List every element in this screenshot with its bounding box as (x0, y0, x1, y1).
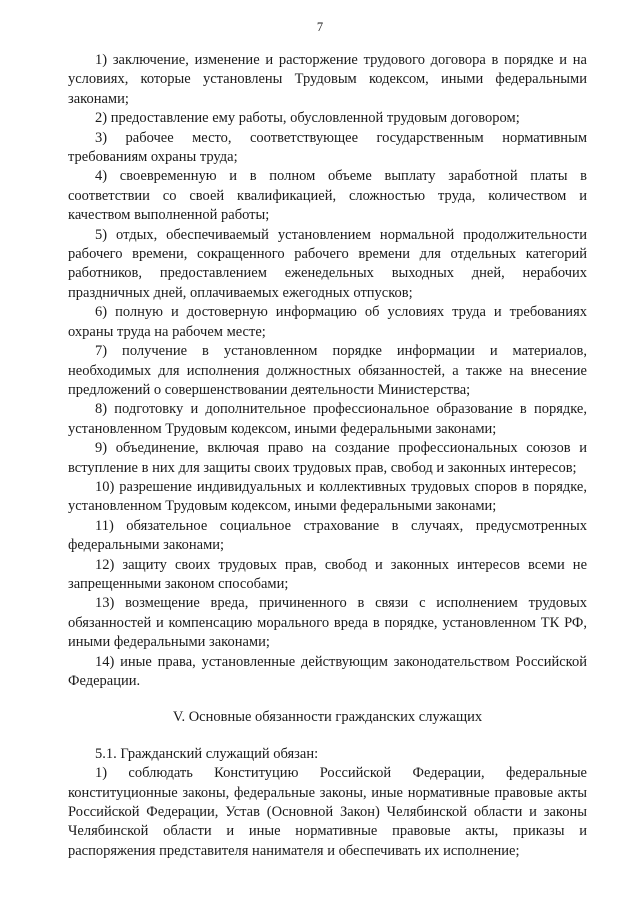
duties-list (68, 745, 587, 861)
rights-item-14: 14) иные права, установленные действующим законодательством Российской Федерации. (68, 653, 587, 689)
rights-item-10: 10) разрешение индивидуальных и коллективных трудовых споров в порядке, установленном Трудовым кодексом, иными федеральными законами; (68, 478, 587, 515)
duties-intro: 5.1. Гражданский служащий обязан: (95, 745, 319, 762)
rights-item-12: 12) защиту своих трудовых прав, свобод и законных интересов всеми не запрещенными законом способами; (68, 556, 587, 592)
rights-item-7: 7) получение в установленном порядке информации и материалов, необходимых для исполнения должностных обязанностей, а также на внесение предложений о совершенствовании деятельности Министерства; (68, 343, 587, 398)
rights-item-6: 6) полную и достоверную информацию об условиях труда и требованиях охраны труда на рабочем месте; (68, 304, 587, 340)
rights-item-13: 13) возмещение вреда, причиненного в связи с исполнением трудовых обязанностей и компенсацию морального вреда в порядке, установленном ТК РФ, иными федеральными законами; (68, 595, 587, 651)
rights-item-3: 3) рабочее место, соответствующее государственным нормативным требованиям охраны труда; (68, 129, 587, 166)
document-body (68, 51, 587, 861)
rights-item-1: 1) заключение, изменение и расторжение трудового договора в порядке и на условиях, которые установлены Трудовым кодексом, иными федеральными законами; (68, 52, 587, 107)
page-number: 7 (316, 20, 324, 34)
rights-item-2: 2) предоставление ему работы, обусловленной трудовым договором; (95, 110, 520, 127)
rights-item-9: 9) объединение, включая право на создание профессиональных союзов и вступление в них для защиты своих трудовых прав, свобод и законных интересов; (68, 440, 587, 476)
section-heading: V. Основные обязанности гражданских служащих (172, 709, 483, 726)
rights-item-8: 8) подготовку и дополнительное профессиональное образование в порядке, установленном Трудовым кодексом, иными федеральными законами; (68, 401, 587, 437)
rights-item-11: 11) обязательное социальное страхование в случаях, предусмотренных федеральными законами; (68, 517, 587, 554)
rights-item-5: 5) отдых, обеспечиваемый установлением нормальной продолжительности рабочего времени, сокращенного рабочего времени для отдельных категорий работников, предоставлением еженедельных выходных дней, нерабочих праздничных дней, оплачиваемых ежегодных отпусков; (68, 226, 587, 301)
rights-item-4: 4) своевременную и в полном объеме выплату заработной платы в соответствии со своей квалификацией, сложностью труда, количеством и качеством выполненной работы; (68, 168, 587, 224)
rights-list (68, 51, 587, 691)
duties-item-1: 1) соблюдать Конституцию Российской Федерации, федеральные конституционные законы, федеральные законы, иные нормативные правовые акты Российской Федерации, Устав (Основной Закон) Челябинской области и законы Челябинской области и иные нормативные правовые акты, приказы и распоряжения представителя нанимателя и обеспечивать их исполнение; (68, 765, 587, 859)
